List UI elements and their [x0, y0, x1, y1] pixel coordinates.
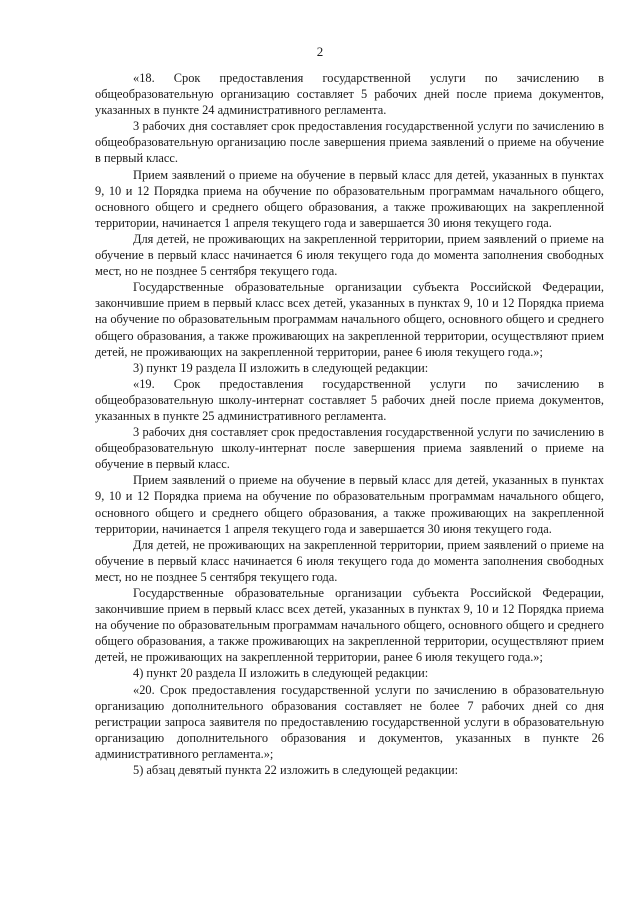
amendment-item: 5) абзац девятый пункта 22 изложить в следующей редакции:	[133, 763, 459, 778]
paragraph: Прием заявлений о приеме на обучение в первый класс для детей, указанных в пунктах 9, 10 и 12 Порядка приема на обучение по образовательным программам начального общего, основного общего и среднего общего образования, а также проживающих на закрепленной территории, начинается 1 апреля текущего года и завершается 30 июня текущего года.	[95, 167, 604, 230]
paragraph: Государственные образовательные организации субъекта Российской Федерации, закончившие прием в первый класс всех детей, указанных в пунктах 9, 10 и 12 Порядка приема на обучение по образовательным программам начального общего, основного общего и среднего общего образования, а также проживающих на закрепленной территории, осуществляют прием детей, не проживающих на закрепленной территории, ранее 6 июля текущего года.»;	[95, 280, 604, 359]
paragraph: «19. Срок предоставления государственной услуги по зачислению в общеобразовательную школу-интернат составляет 5 рабочих дней после приема документов, указанных в пункте 25 административного регламента.	[95, 376, 604, 423]
paragraph: Прием заявлений о приеме на обучение в первый класс для детей, указанных в пунктах 9, 10 и 12 Порядка приема на обучение по образовательным программам начального общего, основного общего и среднего общего образования, а также проживающих на закрепленной территории, начинается 1 апреля текущего года и завершается 30 июня текущего года.	[95, 473, 604, 536]
paragraph: «20. Срок предоставления государственной услуги по зачислению в образовательную организацию дополнительного образования составляет не более 7 рабочих дней со дня регистрации запроса заявителя по предоставлению государственной услуги в образовательную организацию дополнительного образования и документов, указанных в пункте 26 административного регламента.»;	[95, 682, 604, 761]
paragraph: 3 рабочих дня составляет срок предоставления государственной услуги по зачислению в общеобразовательную организацию после завершения приема заявлений о приеме на обучение в первый класс.	[95, 119, 604, 166]
page-number: 2	[316, 44, 324, 59]
amendment-item: 4) пункт 20 раздела II изложить в следующей редакции:	[133, 666, 429, 681]
paragraph: 3 рабочих дня составляет срок предоставления государственной услуги по зачислению в общеобразовательную школу-интернат после завершения приема заявлений о приеме на обучение в первый класс.	[95, 425, 604, 472]
amendment-item: 3) пункт 19 раздела II изложить в следующей редакции:	[133, 360, 429, 375]
paragraph: Для детей, не проживающих на закрепленной территории, прием заявлений о приеме на обучение в первый класс начинается 6 июля текущего года до момента заполнения свободных мест, но не позднее 5 сентября текущего года.	[95, 537, 604, 584]
paragraph: «18. Срок предоставления государственной услуги по зачислению в общеобразовательную организацию составляет 5 рабочих дней после приема документов, указанных в пункте 24 административного регламента.	[95, 71, 604, 118]
paragraph: Государственные образовательные организации субъекта Российской Федерации, закончившие прием в первый класс всех детей, указанных в пунктах 9, 10 и 12 Порядка приема на обучение по образовательным программам начального общего, основного общего и среднего общего образования, а также проживающих на закрепленной территории, осуществляют прием детей, не проживающих на закрепленной территории, ранее 6 июля текущего года.»;	[95, 586, 604, 665]
document-body	[95, 70, 604, 778]
paragraph: Для детей, не проживающих на закрепленной территории, прием заявлений о приеме на обучение в первый класс начинается 6 июля текущего года до момента заполнения свободных мест, но не позднее 5 сентября текущего года.	[95, 231, 604, 279]
